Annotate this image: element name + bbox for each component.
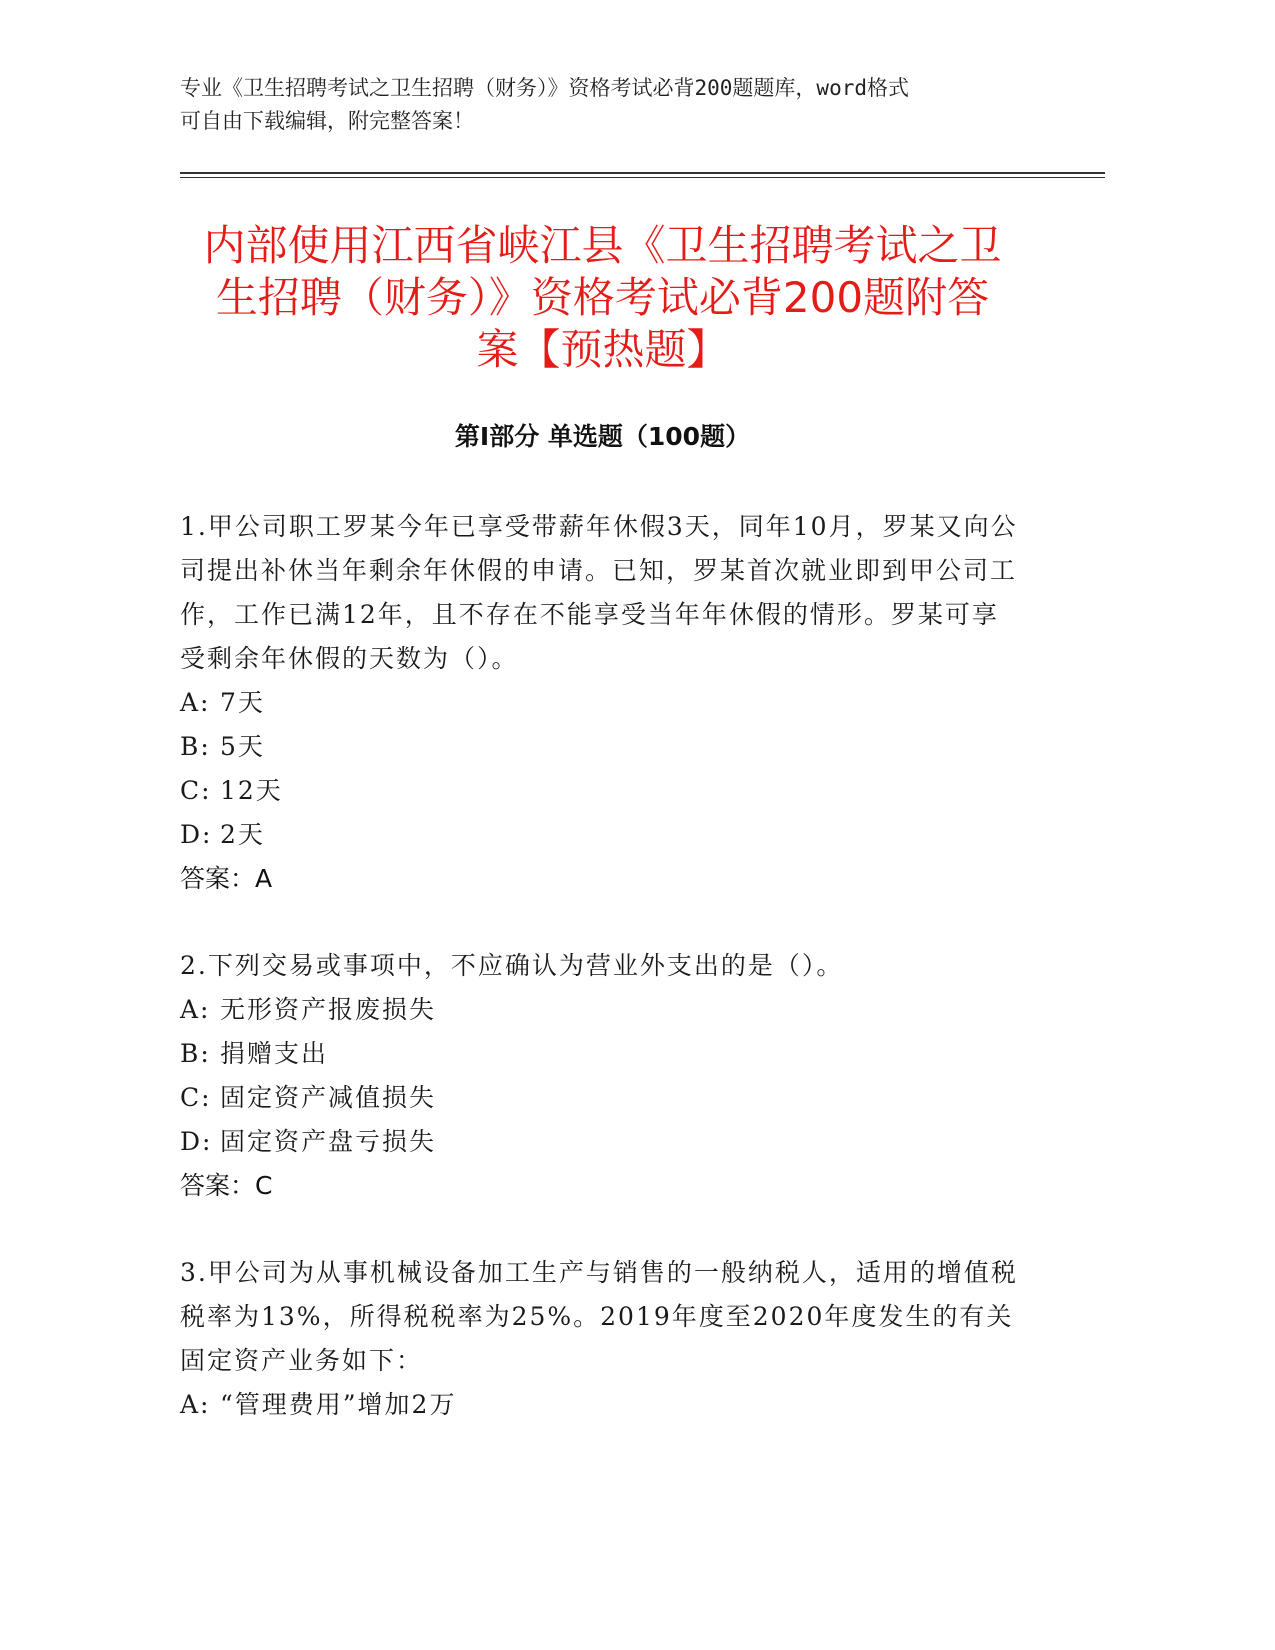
option-text: 固定资产减值损失 [220, 1083, 437, 1112]
question-text: 1.甲公司职工罗某今年已享受带薪年休假3天，同年10月，罗某又向公司提出补休当年剩余年休假的申请。已知，罗某首次就业即到甲公司工作，工作已满12年，且不存在不能享受当年年休假的情形。罗某可享受剩余年休假的天数为（）。 [180, 512, 1018, 673]
option-key: B: [180, 732, 211, 761]
document-title [160, 220, 1045, 376]
question-text: 2.下列交易或事项中，不应确认为营业外支出的是（）。 [180, 951, 844, 980]
question-1 [180, 505, 1025, 901]
option-text: 12天 [220, 776, 283, 805]
header-note-line-1: 专业《卫生招聘考试之卫生招聘（财务）》资格考试必背200题题库，word格式 [180, 76, 909, 100]
option-a [180, 988, 1025, 1032]
option-b [180, 1032, 1025, 1076]
option-d [180, 1120, 1025, 1164]
option-c [180, 769, 1025, 813]
option-text: 固定资产盘亏损失 [220, 1127, 437, 1156]
option-text: “管理费用”增加2万 [220, 1390, 457, 1419]
option-key: C: [180, 1083, 212, 1112]
option-b [180, 725, 1025, 769]
option-key: A: [180, 688, 211, 717]
option-text: 捐赠支出 [220, 1039, 329, 1068]
option-key: D: [180, 820, 213, 849]
option-a [180, 1383, 1025, 1427]
document-title-line-2: 生招聘（财务）》资格考试必背200题附答 [215, 273, 990, 322]
option-text: 2天 [220, 820, 265, 849]
question-2 [180, 944, 1025, 1208]
header-divider [180, 172, 1105, 178]
option-text: 7天 [220, 688, 265, 717]
option-key: B: [180, 1039, 211, 1068]
option-a [180, 681, 1025, 725]
option-d [180, 813, 1025, 857]
option-c [180, 1076, 1025, 1120]
question-3 [180, 1251, 1025, 1427]
option-key: A: [180, 1390, 211, 1419]
option-key: A: [180, 995, 211, 1024]
option-text: 5天 [220, 732, 265, 761]
document-title-line-1: 内部使用江西省峡江县《卫生招聘考试之卫 [203, 221, 1002, 270]
option-key: D: [180, 1127, 213, 1156]
section-title: 第Ⅰ部分 单选题（100题） [454, 422, 751, 451]
option-key: C: [180, 776, 212, 805]
answer: 答案：A [180, 864, 273, 893]
header-note [180, 72, 1060, 138]
answer: 答案：C [180, 1171, 273, 1200]
question-text: 3.甲公司为从事机械设备加工生产与销售的一般纳税人，适用的增值税税率为13%，所得税税率为25%。2019年度至2020年度发生的有关固定资产业务如下： [180, 1258, 1018, 1375]
option-text: 无形资产报废损失 [220, 995, 437, 1024]
document-title-line-3: 案【预热题】 [476, 325, 729, 374]
question-list [180, 505, 1025, 1470]
header-note-line-2: 可自由下载编辑，附完整答案！ [180, 109, 474, 133]
